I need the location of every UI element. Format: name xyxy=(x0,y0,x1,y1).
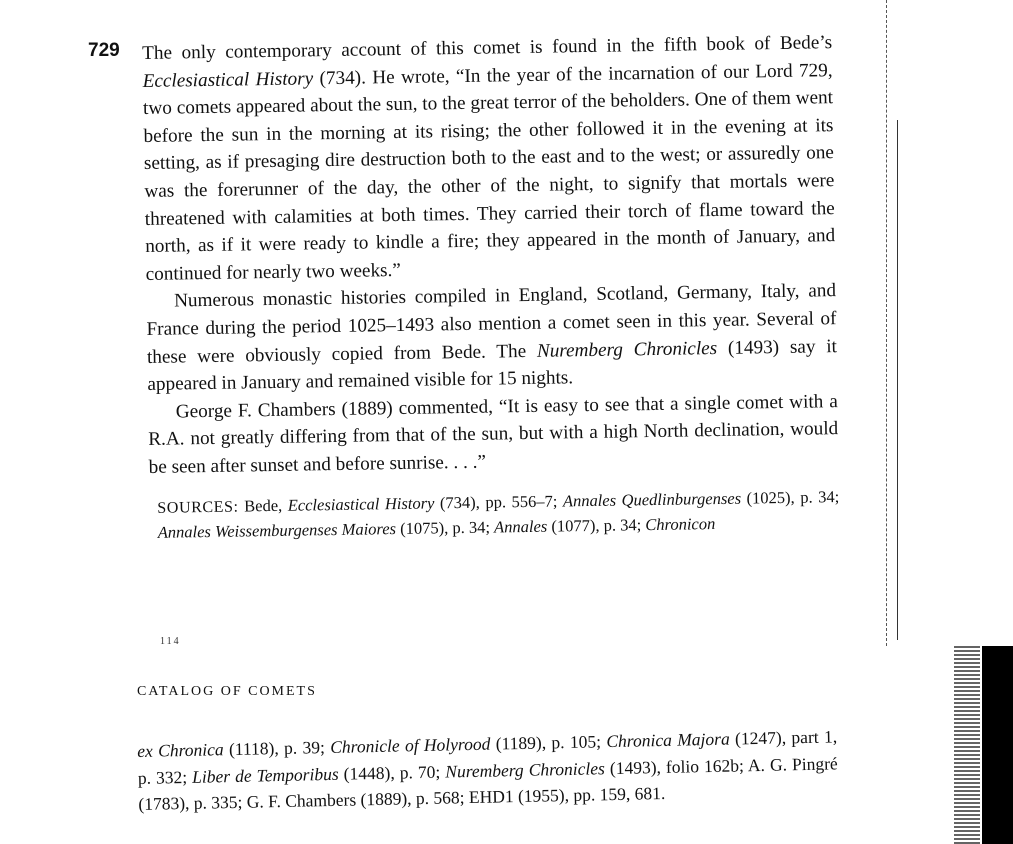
sources-continuation xyxy=(137,723,839,817)
text-run: (734), pp. 556–7; xyxy=(434,490,564,512)
text-run: (1493), folio 162b; A. G. Pingré (1783), p. 335; G. F. Chambers (1889), p. 568; EHD1 (1955), pp. 159, 681. xyxy=(138,752,838,814)
continuation-text xyxy=(137,723,839,817)
scan-noise xyxy=(954,646,980,844)
text-run: (1075), p. 34; xyxy=(395,517,495,538)
italic-title-text: Annales Quedlinburgenses xyxy=(562,488,742,510)
italic-title-text: Liber de Temporibus xyxy=(191,763,339,787)
sources-label: SOURCES: xyxy=(157,498,239,517)
italic-title-text: Ecclesiastical History xyxy=(142,67,314,92)
gutter-shadow-line xyxy=(886,0,887,646)
text-run: Numerous monastic histories compiled in England, Scotland, Germany, Italy, and France during the period 1025–1493 also mention a comet seen in this year. Several of these were obviously copied from Bede. The xyxy=(146,280,837,368)
italic-title-text: Nuremberg Chronicles xyxy=(445,757,606,782)
gutter-shadow-line xyxy=(897,120,898,640)
text-run: (1077), p. 34; xyxy=(547,514,646,536)
italic-title-text: Chronicon xyxy=(645,513,716,534)
italic-title-text: Annales Weissemburgenses Maiores xyxy=(157,518,397,542)
text-run: (1118), p. 39; xyxy=(223,736,331,760)
text-run: Bede, xyxy=(238,495,288,516)
entry-paragraph-3 xyxy=(148,388,839,482)
text-run: (734). He wrote, “In the year of the incarnation of our Lord 729, two comets appeared about the sun, to the great terror of the beholders. One of them went before the sun in the morning at its rising; the other followed it in the evening at its setting, as if presaging dire destruction both to the east and to the west; or assuredly one was the forerunner of the day, the other of the night, to signify that mortals were threatened with calamities at both times. They carried their torch of flame toward the north, as if it were ready to kindle a fire; they appeared in the month of January, and continued for nearly two weeks.” xyxy=(142,59,836,285)
page-number: 114 xyxy=(160,636,181,647)
italic-title-text: Chronicle of Holyrood xyxy=(330,733,491,757)
text-run: The only contemporary account of this comet is found in the fifth book of Bede’s xyxy=(142,32,833,64)
italic-title-text: Nuremberg Chronicles xyxy=(536,337,718,362)
italic-title-text: Annales xyxy=(493,516,548,537)
text-run: George F. Chambers (1889) commented, “It is easy to see that a single comet with a R.A. not greatly differing from that of the sun, but with a high North declination, would be seen after sunset and before sunrise. . . .” xyxy=(148,390,839,478)
sources-list xyxy=(157,485,840,545)
text-run: (1493) say it appeared in January and remained visible for 15 nights. xyxy=(147,335,838,396)
entry-year-number: 729 xyxy=(88,40,120,61)
text-run: (1025), p. 34; xyxy=(740,486,840,508)
scan-edge-artifact xyxy=(954,646,1013,844)
italic-title-text: Ecclesiastical History xyxy=(287,492,435,515)
scan-black-margin xyxy=(982,646,1013,844)
text-run: (1189), p. 105; xyxy=(490,731,607,754)
text-run: (1448), p. 70; xyxy=(338,761,446,784)
entry-body xyxy=(142,29,840,544)
italic-title-text: ex Chronica xyxy=(137,739,224,761)
sources-text xyxy=(158,487,840,542)
entry-paragraph-1 xyxy=(142,29,836,288)
running-head: CATALOG OF COMETS xyxy=(137,684,317,699)
entry-paragraph-2 xyxy=(146,277,838,398)
italic-title-text: Chronica Majora xyxy=(606,728,730,752)
text-run: (1247), part 1, p. 332; xyxy=(137,726,838,788)
